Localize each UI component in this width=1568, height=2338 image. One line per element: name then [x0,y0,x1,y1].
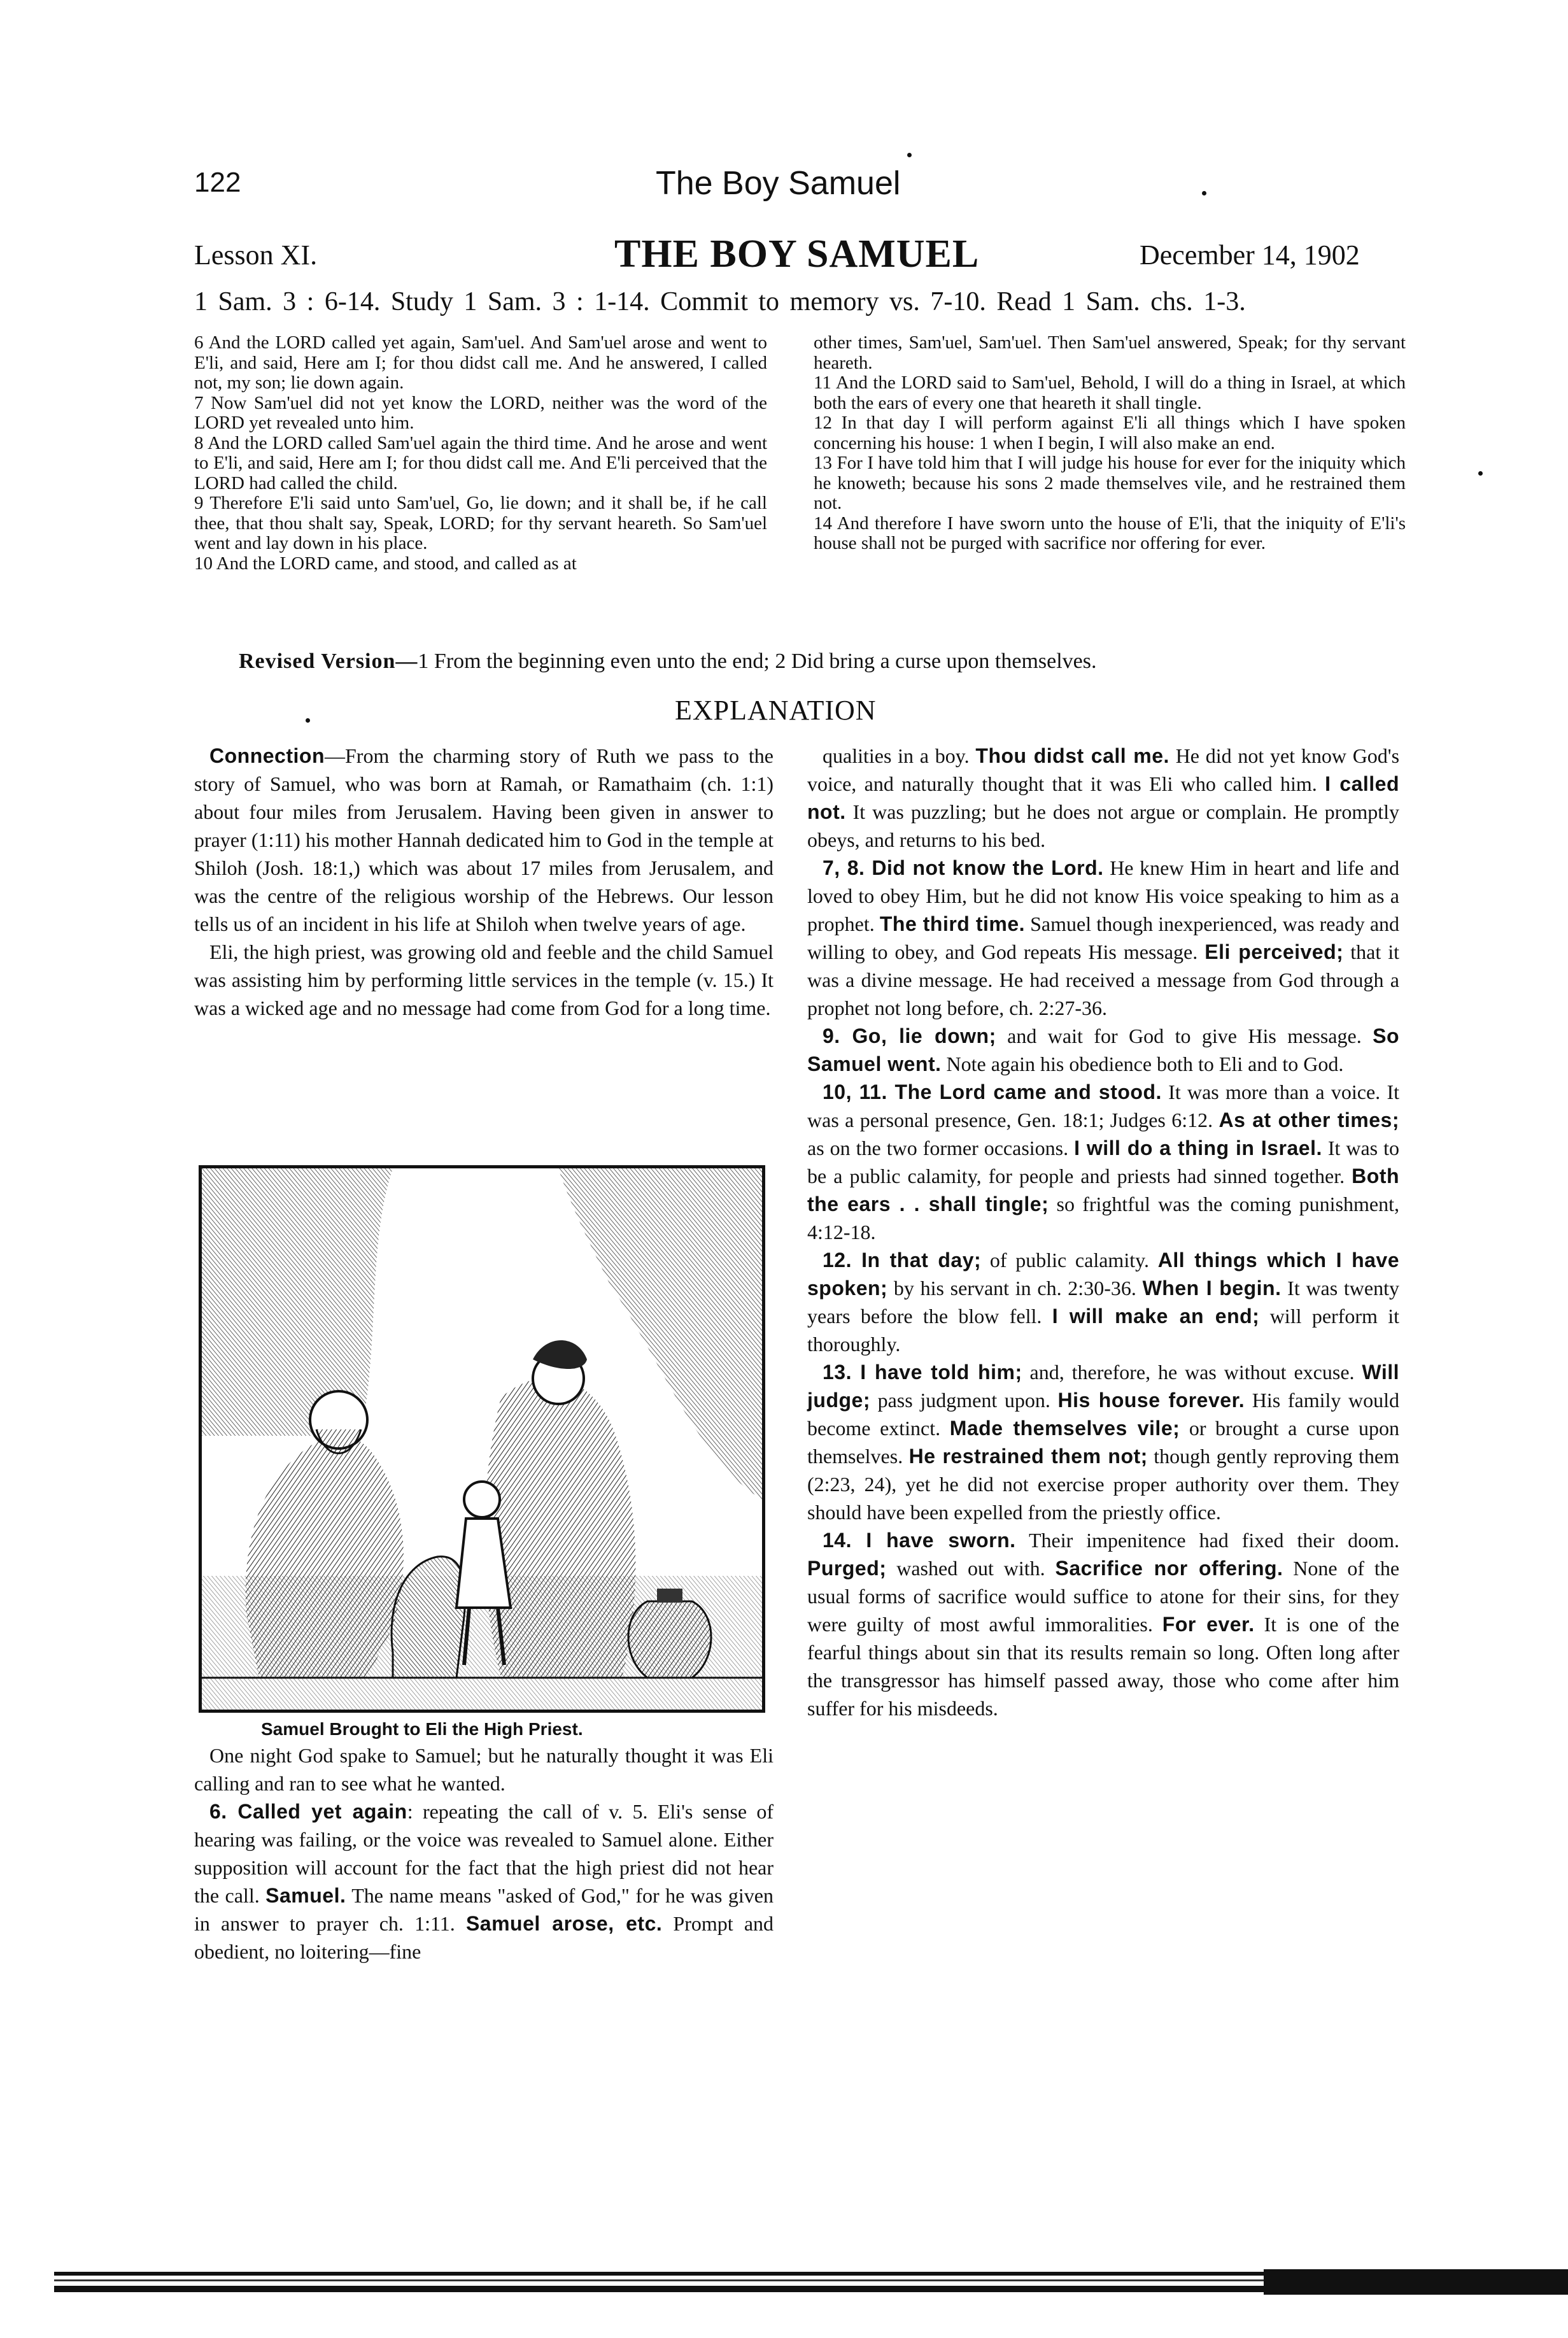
explanation-keyword: The third time. [879,912,1026,935]
explanation-keyword: Samuel arose, etc. [465,1912,663,1935]
revised-version-text: 1 From the beginning even unto the end; 2 Did bring a curse upon themselves. [418,649,1097,673]
page-number: 122 [194,167,241,198]
explanation-keyword: 6. Called yet again [209,1800,407,1823]
scripture-verse: 14 And therefore I have sworn unto the house of E'li, that the iniquity of E'li's house shall not be purged with sacrifice nor offering for ever. [814,513,1406,553]
explanation-column-right [807,742,1399,1722]
explanation-keyword: I will do a thing in Israel. [1074,1137,1322,1159]
explanation-paragraph: 13. I have told him; and, therefore, he was without excuse. Will judge; pass judgment upon. His house forever. His family would become extinct. Made themselves vile; or brought a curse upon themselves. He restrained them not; though gently reproving them (2:23, 24), yet he did not exercise proper authority over them. They should have been expelled from the priestly office. [807,1361,1400,1524]
print-speck [907,153,912,157]
scripture-verse: 10 And the LORD came, and stood, and called as at [194,553,577,574]
explanation-paragraph: 12. In that day; of public calamity. All things which I have spoken; by his servant in ch. 2:30-36. When I begin. It was twenty years before the blow fell. I will make an end; will perform it thoroughly. [807,1249,1400,1356]
explanation-keyword: When I begin. [1142,1277,1282,1300]
explanation-keyword: Sacrifice nor offering. [1055,1557,1283,1580]
explanation-keyword: I will make an end; [1052,1305,1260,1328]
explanation-paragraph: 6. Called yet again: repeating the call of v. 5. Eli's sense of hearing was failing, or the voice was revealed to Samuel alone. Either supposition will account for the fact that the high priest did not hear the call. Samuel. The name means "asked of God," for he was given in answer to prayer ch. 1:11. Samuel arose, etc. Prompt and obedient, no loitering—fine [194,1800,774,1963]
explanation-keyword: 14. I have sworn. [823,1529,1016,1552]
explanation-keyword: 9. Go, lie down; [823,1024,996,1047]
explanation-keyword: So Samuel went. [807,1024,1400,1075]
scripture-verse: 11 And the LORD said to Sam'uel, Behold, I will do a thing in Israel, at which both the ears of every one that heareth it shall tingle. [814,372,1406,413]
revised-version-note [239,649,1097,674]
explanation-keyword: Will judge; [807,1361,1400,1412]
explanation-paragraph: Connection—From the charming story of Ruth we pass to the story of Samuel, who was born at Ramah, or Ramathaim (ch. 1:1) about four miles from Jerusalem. Having been given in answer to prayer (1:11) his mother Hannah dedicated him to God in the temple at Shiloh (Josh. 18:1,) which was about 17 miles from Jerusalem, and was the centre of the religious worship of the Hebrews. Our lesson tells us of an incident in his life at Shiloh when twelve years of age. [194,744,773,935]
explanation-keyword: Made themselves vile; [949,1417,1180,1440]
bottom-rule [54,2267,1568,2297]
explanation-keyword: Both the ears . . shall tingle; [807,1165,1399,1215]
explanation-keyword: Eli perceived; [1204,940,1344,963]
lesson-reference: 1 Sam. 3 : 6-14. Study 1 Sam. 3 : 1-14. Commit to memory vs. 7-10. Read 1 Sam. chs. 1-3. [194,287,1246,316]
explanation-paragraph: 7, 8. Did not know the Lord. He knew Him in heart and life and loved to obey Him, but he did not know His voice speaking to him as a prophet. The third time. Samuel though inexperienced, was ready and willing to obey, and God repeats His message. Eli perceived; that it was a divine message. He had received a message from God through a prophet not long before, ch. 2:27-36. [807,856,1400,1019]
scripture-verse: 9 Therefore E'li said unto Sam'uel, Go, lie down; and it shall be, if he call thee, that thou shalt say, Speak, LORD; for thy servant heareth. So Sam'uel went and lay down in his place. [194,493,767,553]
scripture-verse: 12 In that day I will perform against E'li all things which I have spoken concerning his house: 1 when I begin, I will also make an end. [814,413,1406,453]
explanation-paragraph: One night God spake to Samuel; but he naturally thought it was Eli calling and ran to see what he wanted. [194,1744,773,1795]
explanation-keyword: 7, 8. Did not know the Lord. [823,856,1104,879]
scripture-verse: 6 And the LORD called yet again, Sam'uel. And Sam'uel arose and went to E'li, and said, Here am I; for thou didst call me. And he answered, I called not, my son; lie down again. [194,332,767,393]
explanation-keyword: All things which I have spoken; [807,1249,1400,1300]
lesson-title: THE BOY SAMUEL [614,232,980,276]
explanation-keyword: As at other times; [1218,1109,1400,1131]
explanation-paragraph: 10, 11. The Lord came and stood. It was more than a voice. It was a personal presence, Gen. 18:1; Judges 6:12. As at other times; as on the two former occasions. I will do a thing in Israel. It was to be a public calamity, for people and priests had sinned together. Both the ears . . shall tingle; so frightful was the coming punishment, 4:12-18. [807,1080,1400,1243]
lesson-date: December 14, 1902 [1140,239,1360,271]
explanation-keyword: Purged; [807,1557,887,1580]
explanation-paragraph: Eli, the high priest, was growing old and feeble and the child Samuel was assisting him by performing little services in the temple (v. 15.) It was a wicked age and no message had come from God for a long time. [194,940,773,1019]
scripture-column-left [194,333,767,574]
explanation-column-left-bottom [194,1741,773,1966]
scripture-verse: 7 Now Sam'uel did not yet know the LORD, neither was the word of the LORD yet revealed unto him. [194,392,767,433]
explanation-keyword: Connection [209,744,325,767]
explanation-paragraph: 9. Go, lie down; and wait for God to give His message. So Samuel went. Note again his obedience both to Eli and to God. [807,1024,1400,1075]
illustration-engraving [199,1165,765,1713]
scripture-column-right [814,333,1406,554]
scripture-verse: other times, Sam'uel, Sam'uel. Then Sam'uel answered, Speak; for thy servant heareth. [814,332,1406,373]
explanation-heading: EXPLANATION [675,695,877,726]
engraving-image [202,1168,762,1710]
revised-version-label: Revised Version— [239,649,418,673]
explanation-column-left-top [194,742,773,1022]
explanation-keyword: Samuel. [265,1884,346,1907]
print-speck [306,718,310,723]
print-speck [1202,191,1206,195]
explanation-keyword: Thou didst call me. [975,744,1169,767]
scripture-verse: 13 For I have told him that I will judge his house for ever for the iniquity which he knoweth; because his sons 2 made themselves vile, and he restrained them not. [814,453,1406,513]
explanation-paragraph: qualities in a boy. Thou didst call me. He did not yet know God's voice, and naturally thought that it was Eli who called him. I called not. It was puzzling; but he does not argue or complain. He promptly obeys, and returns to his bed. [807,744,1400,851]
explanation-keyword: 12. In that day; [823,1249,982,1272]
explanation-paragraph: 14. I have sworn. Their impenitence had fixed their doom. Purged; washed out with. Sacrifice nor offering. None of the usual forms of sacrifice would suffice to atone for their sins, for they were guilty of most awful immoralities. For ever. It is one of the fearful things about sin that its results remain so long. Often long after the transgressor has himself passed away, those who come after him suffer for his misdeeds. [807,1529,1400,1720]
running-head: The Boy Samuel [656,165,901,202]
illustration-caption: Samuel Brought to Eli the High Priest. [261,1719,583,1739]
explanation-keyword: 10, 11. The Lord came and stood. [823,1080,1162,1103]
explanation-keyword: He restrained them not; [908,1445,1148,1468]
scripture-verse: 8 And the LORD called Sam'uel again the third time. And he arose and went to E'li, and said, Here am I; for thou didst call me. And E'li perceived that the LORD had called the child. [194,432,767,493]
explanation-keyword: 13. I have told him; [823,1361,1022,1384]
explanation-keyword: I called not. [807,772,1400,823]
explanation-keyword: For ever. [1162,1613,1255,1636]
explanation-keyword: His house forever. [1057,1389,1245,1412]
lesson-label: Lesson XI. [194,239,318,271]
print-speck [1478,471,1483,476]
